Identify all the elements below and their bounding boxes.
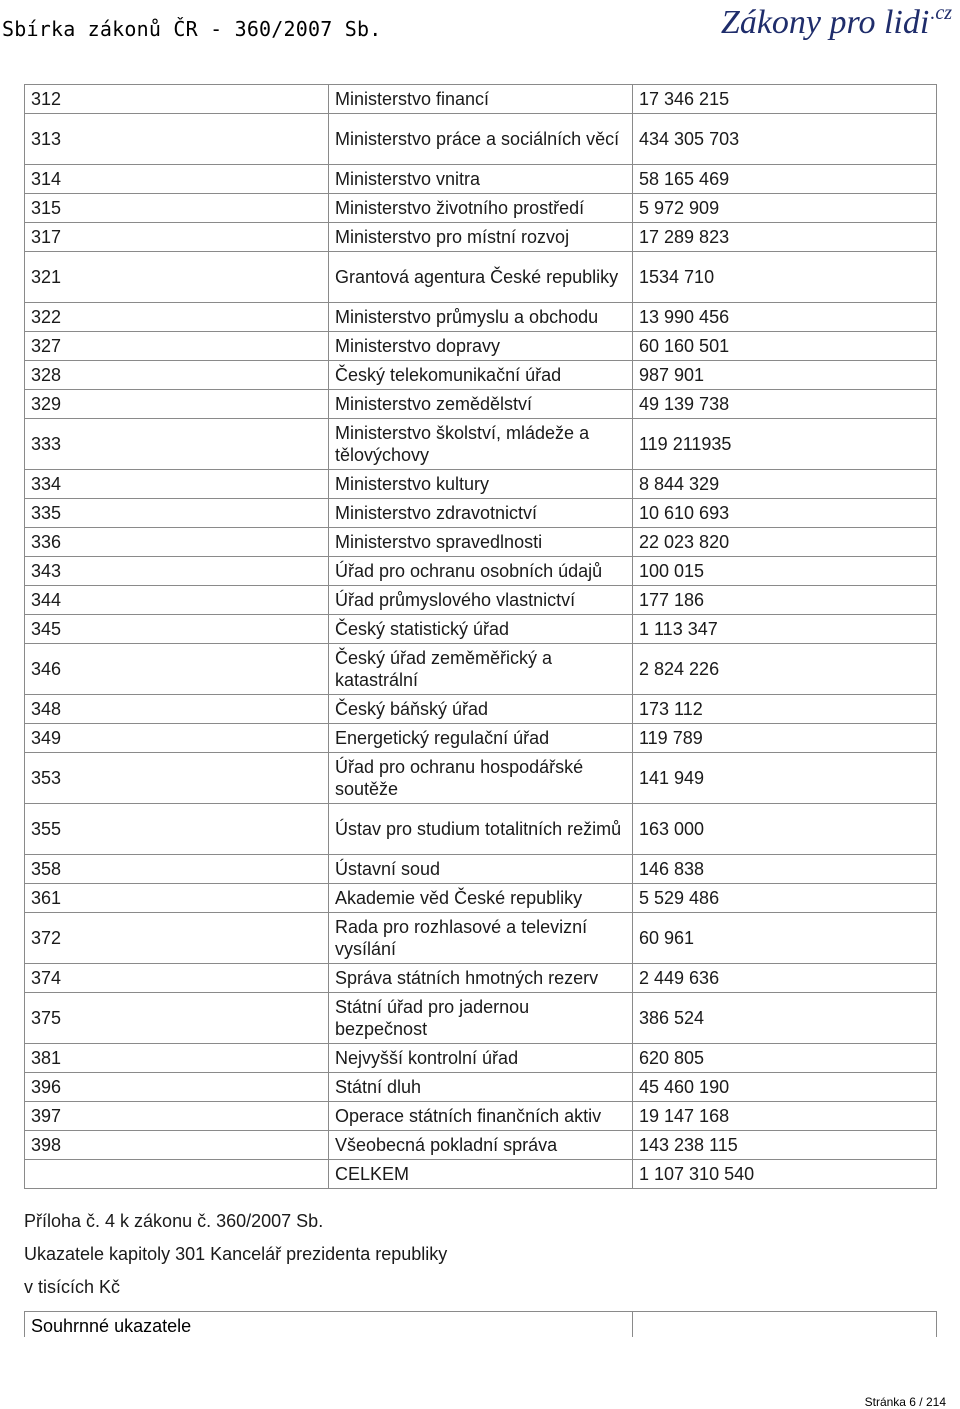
row-amount: 17 346 215 [633, 85, 937, 114]
row-code: 397 [25, 1102, 329, 1131]
row-code: 314 [25, 165, 329, 194]
row-code: 358 [25, 855, 329, 884]
table-row [25, 1160, 937, 1189]
row-amount: 22 023 820 [633, 528, 937, 557]
row-name: Ministerstvo zdravotnictví [329, 499, 633, 528]
row-name: Úřad pro ochranu osobních údajů [329, 557, 633, 586]
table-row [25, 884, 937, 913]
row-code: 396 [25, 1073, 329, 1102]
table-row [25, 390, 937, 419]
row-name: Ministerstvo dopravy [329, 332, 633, 361]
page-number: Stránka 6 / 214 [864, 1395, 946, 1409]
row-amount: 434 305 703 [633, 114, 937, 165]
row-code: 381 [25, 1044, 329, 1073]
row-amount: 60 160 501 [633, 332, 937, 361]
table-row [25, 194, 937, 223]
row-code: 355 [25, 804, 329, 855]
row-name: Úřad průmyslového vlastnictví [329, 586, 633, 615]
row-name: Český telekomunikační úřad [329, 361, 633, 390]
row-code: 372 [25, 913, 329, 964]
row-code [25, 1160, 329, 1189]
table-row [25, 1044, 937, 1073]
row-name: Ministerstvo práce a sociálních věcí [329, 114, 633, 165]
table-row [25, 499, 937, 528]
table-row [25, 964, 937, 993]
row-code: 335 [25, 499, 329, 528]
table-row [25, 1131, 937, 1160]
summary-header-row [25, 1312, 937, 1338]
row-amount: 49 139 738 [633, 390, 937, 419]
row-code: 398 [25, 1131, 329, 1160]
row-amount: 386 524 [633, 993, 937, 1044]
table-row [25, 586, 937, 615]
row-amount: 5 972 909 [633, 194, 937, 223]
row-amount: 1 113 347 [633, 615, 937, 644]
row-code: 333 [25, 419, 329, 470]
appendix-title: Příloha č. 4 k zákonu č. 360/2007 Sb. [24, 1211, 324, 1231]
summary-header-label: Souhrnné ukazatele [25, 1312, 633, 1338]
row-code: 343 [25, 557, 329, 586]
table-row [25, 724, 937, 753]
row-code: 361 [25, 884, 329, 913]
row-amount: 2 449 636 [633, 964, 937, 993]
row-amount: 163 000 [633, 804, 937, 855]
row-code: 374 [25, 964, 329, 993]
row-code: 327 [25, 332, 329, 361]
row-name: Akademie věd České republiky [329, 884, 633, 913]
row-name: Ministerstvo kultury [329, 470, 633, 499]
row-amount: 19 147 168 [633, 1102, 937, 1131]
row-name: Energetický regulační úřad [329, 724, 633, 753]
row-name: Ministerstvo vnitra [329, 165, 633, 194]
row-code: 312 [25, 85, 329, 114]
row-name: Státní dluh [329, 1073, 633, 1102]
row-amount: 620 805 [633, 1044, 937, 1073]
row-name: Grantová agentura České republiky [329, 252, 633, 303]
row-code: 349 [25, 724, 329, 753]
row-amount: 119 789 [633, 724, 937, 753]
table-row [25, 557, 937, 586]
row-amount: 58 165 469 [633, 165, 937, 194]
table-row [25, 1102, 937, 1131]
row-code: 317 [25, 223, 329, 252]
row-code: 353 [25, 753, 329, 804]
table-row [25, 993, 937, 1044]
table-row [25, 303, 937, 332]
table-row [25, 85, 937, 114]
row-name: Správa státních hmotných rezerv [329, 964, 633, 993]
brand-name: Zákony pro lidi [720, 4, 930, 41]
row-amount: 1534 710 [633, 252, 937, 303]
row-name: Ministerstvo průmyslu a obchodu [329, 303, 633, 332]
table-row [25, 804, 937, 855]
table-row [25, 223, 937, 252]
row-code: 322 [25, 303, 329, 332]
table-row [25, 114, 937, 165]
row-code: 329 [25, 390, 329, 419]
row-amount: 173 112 [633, 695, 937, 724]
row-name: Ministerstvo školství, mládeže a tělovýchovy [329, 419, 633, 470]
row-amount: 8 844 329 [633, 470, 937, 499]
row-name: Český úřad zeměměřický a katastrální [329, 644, 633, 695]
row-amount: 10 610 693 [633, 499, 937, 528]
appendix-unit: v tisících Kč [24, 1277, 121, 1297]
row-amount: 146 838 [633, 855, 937, 884]
row-amount: 5 529 486 [633, 884, 937, 913]
row-code: 346 [25, 644, 329, 695]
row-name: Ministerstvo spravedlnosti [329, 528, 633, 557]
row-name: Ústavní soud [329, 855, 633, 884]
table-row [25, 361, 937, 390]
table-row [25, 615, 937, 644]
table-row [25, 528, 937, 557]
row-code: 313 [25, 114, 329, 165]
row-amount: 119 211935 [633, 419, 937, 470]
row-amount: 100 015 [633, 557, 937, 586]
row-name: Ministerstvo pro místní rozvoj [329, 223, 633, 252]
document-title: Sbírka zákonů ČR - 360/2007 Sb. [2, 17, 382, 41]
row-amount: 13 990 456 [633, 303, 937, 332]
row-code: 334 [25, 470, 329, 499]
budget-table-body [25, 85, 937, 1189]
page-header [0, 0, 960, 56]
row-amount: 2 824 226 [633, 644, 937, 695]
appendix-subtitle: Ukazatele kapitoly 301 Kancelář prezidenta republiky [24, 1244, 448, 1264]
row-code: 315 [25, 194, 329, 223]
table-row [25, 419, 937, 470]
table-row [25, 855, 937, 884]
row-name: Operace státních finančních aktiv [329, 1102, 633, 1131]
row-amount: 143 238 115 [633, 1131, 937, 1160]
brand-logo[interactable] [721, 2, 952, 42]
row-name: Český statistický úřad [329, 615, 633, 644]
row-amount: 60 961 [633, 913, 937, 964]
row-name: Ústav pro studium totalitních režimů [329, 804, 633, 855]
table-row [25, 913, 937, 964]
row-amount: 1 107 310 540 [633, 1160, 937, 1189]
table-row [25, 1073, 937, 1102]
summary-table [24, 1311, 937, 1337]
row-code: 344 [25, 586, 329, 615]
row-name: Státní úřad pro jadernou bezpečnost [329, 993, 633, 1044]
table-row [25, 165, 937, 194]
row-name: Rada pro rozhlasové a televizní vysílání [329, 913, 633, 964]
table-row [25, 470, 937, 499]
row-amount: 45 460 190 [633, 1073, 937, 1102]
row-code: 375 [25, 993, 329, 1044]
row-code: 328 [25, 361, 329, 390]
table-row [25, 644, 937, 695]
row-amount: 17 289 823 [633, 223, 937, 252]
table-row [25, 753, 937, 804]
brand-suffix: .cz [930, 2, 952, 24]
row-code: 345 [25, 615, 329, 644]
row-name: Ministerstvo zemědělství [329, 390, 633, 419]
row-name: Ministerstvo životního prostředí [329, 194, 633, 223]
row-name: Úřad pro ochranu hospodářské soutěže [329, 753, 633, 804]
table-row [25, 332, 937, 361]
table-row [25, 252, 937, 303]
summary-header-value [633, 1312, 937, 1338]
row-code: 336 [25, 528, 329, 557]
table-row [25, 695, 937, 724]
row-code: 348 [25, 695, 329, 724]
row-amount: 177 186 [633, 586, 937, 615]
row-amount: 987 901 [633, 361, 937, 390]
row-name: Nejvyšší kontrolní úřad [329, 1044, 633, 1073]
row-name: Všeobecná pokladní správa [329, 1131, 633, 1160]
budget-table [24, 84, 937, 1189]
row-name: Ministerstvo financí [329, 85, 633, 114]
row-name: Český báňský úřad [329, 695, 633, 724]
row-amount: 141 949 [633, 753, 937, 804]
row-code: 321 [25, 252, 329, 303]
row-name: CELKEM [329, 1160, 633, 1189]
